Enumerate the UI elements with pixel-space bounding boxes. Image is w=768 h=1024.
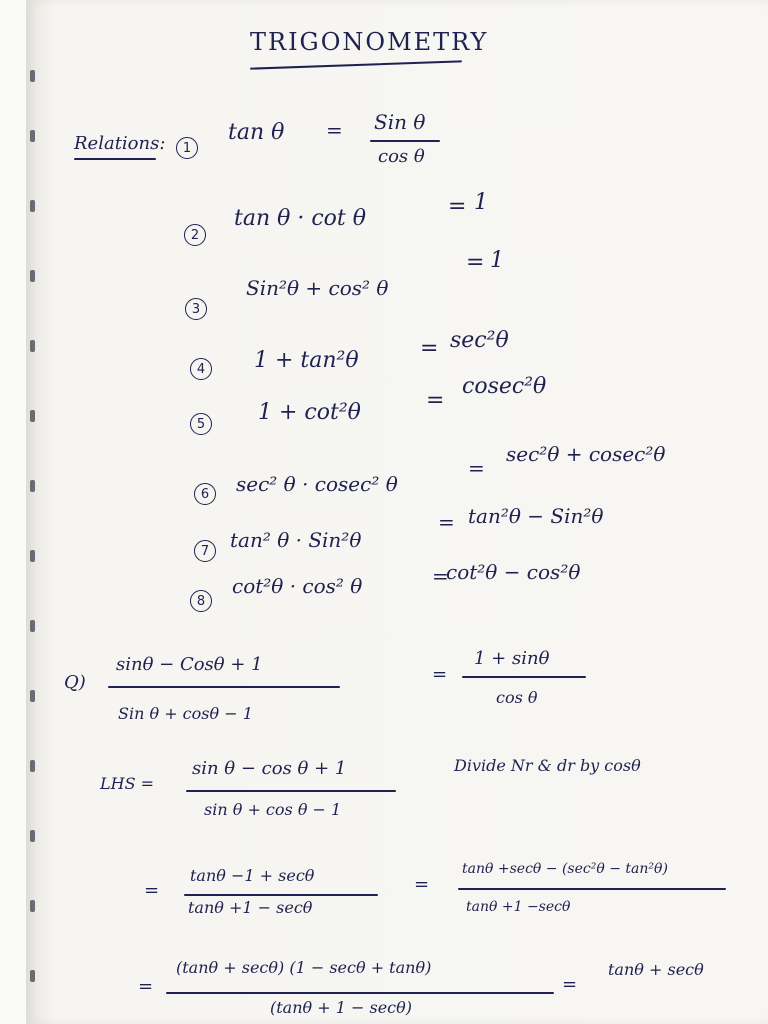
relation-equals: = <box>468 456 485 480</box>
margin-mark <box>30 760 35 772</box>
relation-lhs: cot²θ · cos² θ <box>232 574 363 598</box>
margin-mark <box>30 200 35 212</box>
relation-equals: = <box>426 388 445 413</box>
margin-mark <box>30 550 35 562</box>
step4-numerator: (tanθ + secθ) (1 − secθ + tanθ) <box>176 958 432 977</box>
relation-lhs: tan² θ · Sin²θ <box>230 528 362 552</box>
relation-equals: = <box>466 250 485 275</box>
step2-numerator: tanθ −1 + secθ <box>190 866 315 885</box>
relation-lhs: tan θ · cot θ <box>234 206 366 231</box>
step4-denominator: (tanθ + 1 − secθ) <box>270 998 412 1017</box>
relation-equals: = <box>438 510 455 534</box>
relation-equals: = <box>448 194 467 219</box>
relation-lhs: 1 + tan²θ <box>254 348 359 373</box>
relation-rhs: tan²θ − Sin²θ <box>468 504 604 528</box>
relation-number: 5 <box>190 413 212 435</box>
fraction-bar <box>184 894 378 896</box>
margin-mark <box>30 480 35 492</box>
step3-denominator: tanθ +1 −secθ <box>466 899 571 915</box>
margin-mark <box>30 340 35 352</box>
division-note: Divide Nr & dr by cosθ <box>454 756 641 775</box>
question-lhs-denominator: Sin θ + cosθ − 1 <box>118 704 253 723</box>
step4-result: tanθ + secθ <box>608 960 704 979</box>
relation-equals: = <box>326 118 343 142</box>
relation-rhs: cosec²θ <box>462 374 547 399</box>
step-equals: = <box>138 976 154 997</box>
step-equals: = <box>144 880 160 901</box>
margin-mark <box>30 620 35 632</box>
step-equals: = <box>414 874 430 895</box>
relation-lhs: sec² θ · cosec² θ <box>236 472 398 496</box>
margin-mark <box>30 830 35 842</box>
relation-rhs: sec²θ + cosec²θ <box>506 442 666 466</box>
margin-mark <box>30 70 35 82</box>
fraction-bar <box>186 790 396 792</box>
fraction-bar <box>370 140 440 142</box>
question-rhs-numerator: 1 + sinθ <box>474 648 550 669</box>
relation-equals: = <box>432 564 449 588</box>
step3-numerator: tanθ +secθ − (sec²θ − tan²θ) <box>462 861 668 877</box>
relation-rhs-denominator: cos θ <box>378 146 425 167</box>
relation-number: 2 <box>184 224 206 246</box>
binding-margin <box>0 0 26 1024</box>
relation-rhs: cot²θ − cos²θ <box>446 560 581 584</box>
relation-number: 7 <box>194 540 216 562</box>
step-equals: = <box>562 974 578 995</box>
relation-number: 6 <box>194 483 216 505</box>
relations-label: Relations: <box>74 133 166 154</box>
step2-denominator: tanθ +1 − secθ <box>188 898 313 917</box>
relation-rhs: sec²θ <box>450 328 509 353</box>
relation-lhs: tan θ <box>228 120 285 145</box>
fraction-bar <box>108 686 340 688</box>
fraction-bar <box>462 676 586 678</box>
fraction-bar <box>166 992 554 994</box>
margin-mark <box>30 900 35 912</box>
relation-rhs-numerator: Sin θ <box>374 110 426 134</box>
question-label: Q) <box>64 672 86 693</box>
relation-rhs: 1 <box>474 190 488 215</box>
margin-mark <box>30 970 35 982</box>
page-title: TRIGONOMETRY <box>250 28 489 56</box>
relation-equals: = <box>420 336 439 361</box>
question-rhs-denominator: cos θ <box>496 688 538 707</box>
question-lhs-numerator: sinθ − Cosθ + 1 <box>116 654 263 675</box>
question-equals: = <box>432 664 448 685</box>
relation-number: 1 <box>176 137 198 159</box>
relation-lhs: Sin²θ + cos² θ <box>246 276 389 300</box>
relation-number: 4 <box>190 358 212 380</box>
margin-mark <box>30 130 35 142</box>
margin-mark <box>30 410 35 422</box>
margin-mark <box>30 690 35 702</box>
step1-denominator: sin θ + cos θ − 1 <box>204 800 342 819</box>
relations-label-underline <box>74 158 156 160</box>
relation-lhs: 1 + cot²θ <box>258 400 361 425</box>
relation-number: 8 <box>190 590 212 612</box>
fraction-bar <box>458 888 726 890</box>
step1-numerator: sin θ − cos θ + 1 <box>192 758 347 779</box>
relation-number: 3 <box>185 298 207 320</box>
relation-rhs: 1 <box>490 248 504 273</box>
lhs-label: LHS = <box>100 774 155 793</box>
margin-mark <box>30 270 35 282</box>
